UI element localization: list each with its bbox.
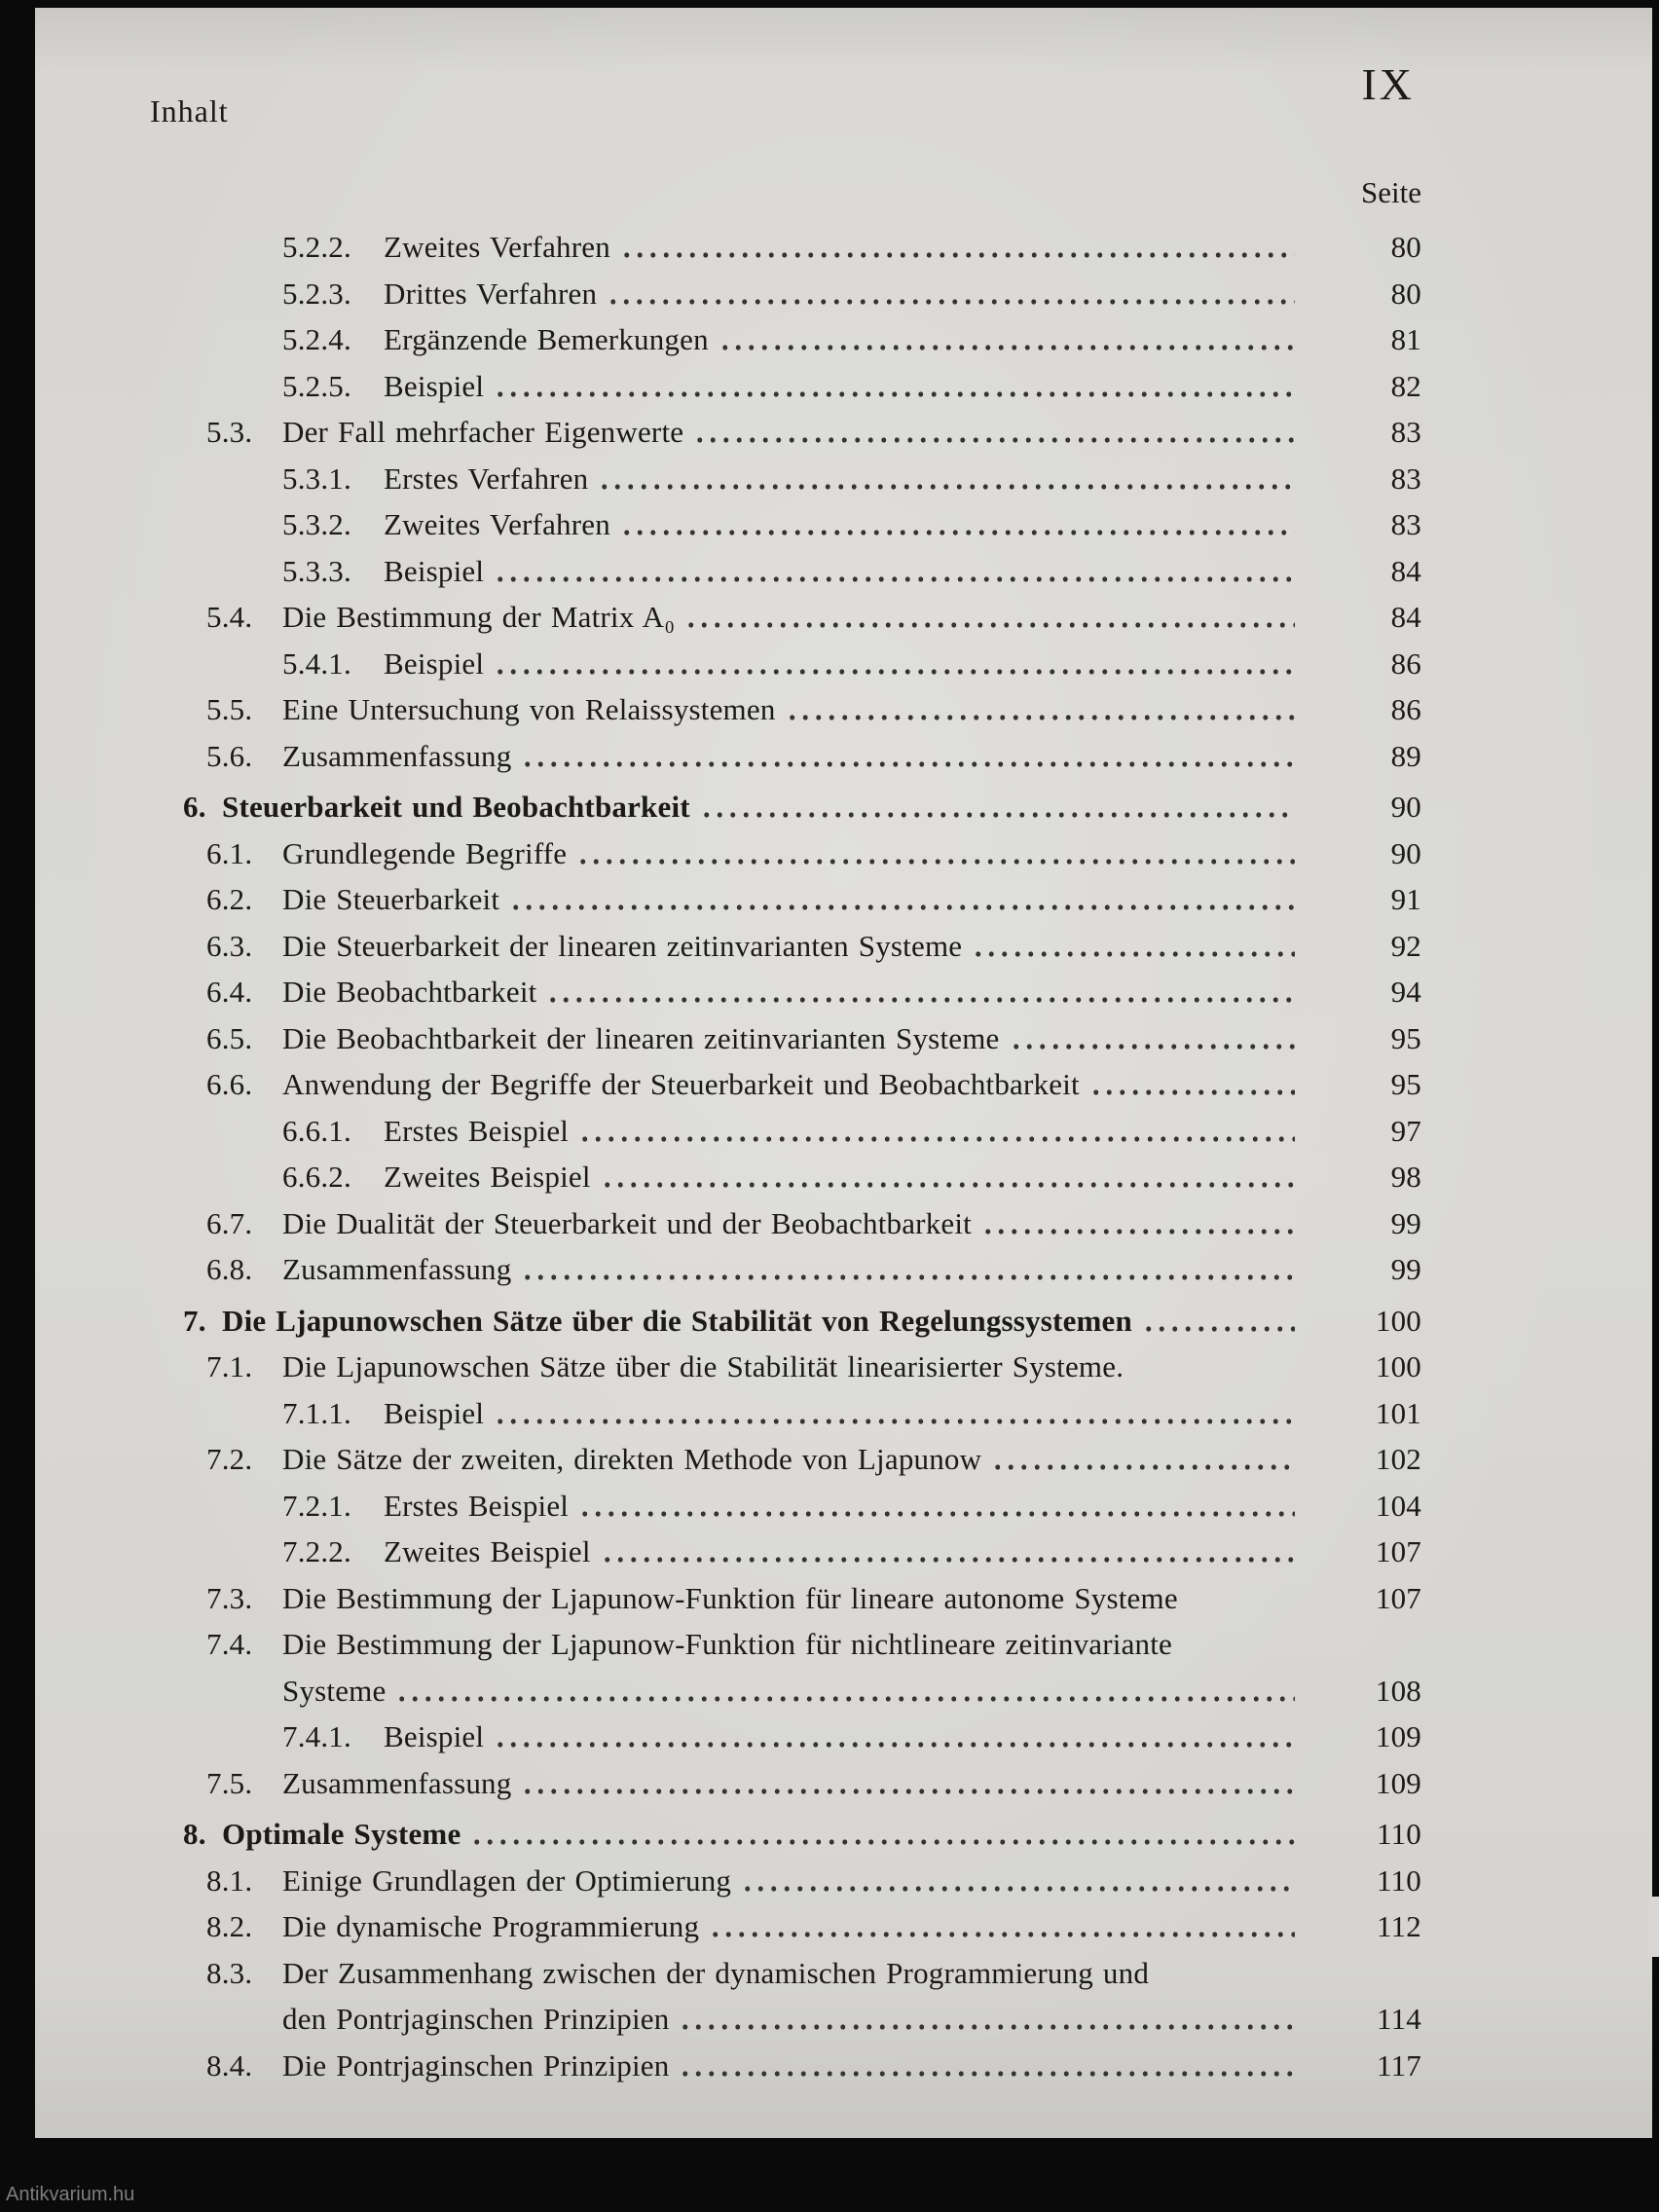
dot-leader [1133,1344,1295,1390]
toc-entry-title: Zweites Verfahren [384,230,610,264]
toc-entry-number: 8.3. [206,1955,253,1990]
toc-entry-page: 108 [1375,1673,1421,1708]
toc-entry-number: 5.6. [206,738,253,773]
dot-leader [1188,1575,1295,1622]
dot-leader [679,1996,1295,2043]
toc-entry-number: 6.6. [206,1067,253,1101]
dot-leader [700,784,1295,830]
dot-leader [470,1811,1295,1858]
toc-entry-title: Erstes Beispiel [384,1113,570,1148]
scan-edge-artifact [1648,1897,1659,1957]
toc-entry-number: 6.7. [206,1205,253,1240]
toc-row [35,784,1421,830]
dot-leader [972,923,1295,970]
toc-entry-page: 84 [1390,600,1421,634]
watermark-text: Antikvarium.hu [6,2184,135,2205]
toc-entry-title: Die Pontrjaginschen Prinzipien [282,2047,670,2083]
toc-entry-page: 107 [1375,1580,1421,1615]
toc-row [35,594,1421,641]
toc-entry-page: 117 [1377,2047,1421,2083]
toc-entry-number: 7.2.2. [282,1534,351,1568]
toc-entry-title: Der Zusammenhang zwischen der dynamischen Programmierung und [282,1955,1150,1990]
toc-entry-page: 83 [1390,507,1421,541]
toc-entry-page: 80 [1390,230,1421,264]
toc-entry-title: Erstes Beispiel [384,1488,570,1523]
dot-leader [1142,1298,1295,1345]
toc-row [35,1575,1421,1622]
toc-entry-title: Beispiel [384,645,485,681]
dot-leader [494,1390,1295,1437]
dot-leader [494,1714,1295,1760]
toc-entry-title: Die Beobachtbarkeit der linearen zeitinvarianten Systeme [282,1020,1000,1055]
toc-entry-page: 107 [1375,1534,1421,1568]
toc-entry-number: 7.2.1. [282,1488,351,1523]
toc-entry-number: 5.3. [206,415,253,449]
toc-entry-title: Die Steuerbarkeit der linearen zeitinvarianten Systeme [282,928,963,963]
toc-row [35,733,1421,780]
toc-row [35,641,1421,687]
toc-row [35,876,1421,923]
toc-row [35,363,1421,410]
toc-list [35,224,1421,2088]
toc-entry-page: 101 [1375,1395,1421,1430]
toc-row [35,686,1421,733]
toc-row [35,1200,1421,1247]
toc-entry-title: Drittes Verfahren [384,276,598,311]
dot-leader [494,548,1295,595]
dot-leader [494,363,1295,410]
toc-entry-page: 89 [1390,738,1421,773]
toc-row [35,1108,1421,1155]
toc-row [35,1436,1421,1483]
toc-entry-page: 104 [1375,1488,1421,1523]
toc-entry-number: 7.4. [206,1627,253,1661]
dot-leader [679,2043,1295,2089]
dot-leader [1182,1621,1295,1668]
dot-leader [601,1154,1295,1200]
toc-row [35,271,1421,317]
toc-row [35,1344,1421,1390]
dot-leader [395,1668,1295,1714]
toc-entry-page: 83 [1390,461,1421,496]
toc-row [35,1811,1421,1858]
toc-entry-title: Die Bestimmung der Ljapunow-Funktion für nichtlineare zeitinvariante [282,1627,1173,1661]
toc-entry-title: Die Ljapunowschen Sätze über die Stabilität linearisierter Systeme. [282,1349,1124,1383]
page-number-roman: IX [1361,59,1415,109]
toc-entry-page: 83 [1390,415,1421,449]
toc-entry-page: 112 [1377,1909,1421,1943]
toc-row [35,1903,1421,1950]
dot-leader [598,456,1295,502]
dot-leader [684,594,1295,641]
toc-row [35,1621,1421,1668]
dot-leader [601,1529,1295,1575]
toc-entry-number: 8.2. [206,1909,253,1943]
toc-entry-title: Zusammenfassung [282,1252,512,1286]
dot-leader [981,1200,1295,1247]
toc-entry-title: Optimale Systeme [222,1817,461,1851]
toc-entry-title: Beispiel [384,1719,485,1753]
toc-row [35,1298,1421,1345]
toc-entry-number: 6.5. [206,1020,253,1055]
toc-entry-number: 7.1. [206,1349,253,1383]
toc-entry-title: Die Sätze der zweiten, direkten Methode von Ljapunow [282,1442,982,1476]
dot-leader [521,1246,1295,1293]
dot-leader [719,316,1295,363]
toc-entry-page: 99 [1390,1252,1421,1286]
dot-leader [786,686,1295,733]
toc-row [35,1760,1421,1807]
toc-entry-number: 5.2.3. [282,276,351,311]
toc-row [35,316,1421,363]
toc-entry-number: 7.5. [206,1765,253,1800]
toc-entry-number: 6.6.2. [282,1160,351,1194]
toc-entry-page: 86 [1390,692,1421,726]
toc-entry-number: 7. [183,1303,206,1338]
toc-entry-title: Erstes Verfahren [384,461,589,496]
toc-entry-title: Beispiel [384,368,485,403]
dot-leader [991,1436,1295,1483]
toc-entry-title: Systeme [282,1673,387,1708]
toc-entry-title: den Pontrjaginschen Prinzipien [282,2002,670,2036]
toc-entry-page: 82 [1390,368,1421,403]
toc-entry-page: 98 [1390,1160,1421,1194]
toc-entry-number: 7.2. [206,1442,253,1476]
toc-entry-page: 97 [1390,1113,1421,1148]
toc-row [35,1529,1421,1575]
toc-row [35,1061,1421,1108]
toc-row [35,1246,1421,1293]
toc-entry-number: 6. [183,790,206,824]
toc-entry-title: Anwendung der Begriffe der Steuerbarkeit und Beobachtbarkeit [282,1067,1080,1101]
dot-leader [620,501,1295,548]
toc-entry-number: 5.3.3. [282,553,351,588]
toc-entry-title: Der Fall mehrfacher Eigenwerte [282,415,684,449]
toc-entry-number: 6.8. [206,1252,253,1286]
toc-entry-page: 80 [1390,276,1421,311]
toc-row [35,548,1421,595]
toc-entry-title: Die Beobachtbarkeit [282,975,537,1009]
toc-entry-number: 7.3. [206,1580,253,1615]
toc-entry-title: Grundlegende Begriffe [282,835,568,870]
toc-entry-page: 109 [1375,1719,1421,1753]
toc-entry-number: 5.2.5. [282,368,351,403]
dot-leader [620,224,1295,271]
dot-leader [709,1903,1295,1950]
toc-row [35,2043,1421,2089]
page-paper [35,8,1652,2138]
toc-entry-page: 114 [1377,2002,1421,2036]
toc-entry-number: 7.4.1. [282,1719,351,1753]
toc-entry-number: 6.1. [206,835,253,870]
toc-entry-page: 92 [1390,928,1421,963]
toc-entry-page: 110 [1377,1817,1421,1851]
toc-entry-number: 8. [183,1817,206,1851]
toc-entry-page: 100 [1375,1349,1421,1383]
toc-entry-page: 95 [1390,1020,1421,1055]
toc-row [35,830,1421,877]
toc-entry-number: 5.4.1. [282,645,351,681]
toc-entry-title: Zweites Beispiel [384,1534,591,1568]
toc-row [35,1996,1421,2043]
toc-row [35,224,1421,271]
dot-leader [521,1760,1295,1807]
toc-entry-number: 6.3. [206,928,253,963]
toc-entry-page: 110 [1377,1862,1421,1898]
dot-leader [576,830,1295,877]
toc-entry-page: 102 [1375,1442,1421,1476]
toc-entry-number: 5.3.2. [282,507,351,541]
toc-entry-title: Die Bestimmung der Matrix A₀ [282,600,676,634]
toc-entry-page: 84 [1390,553,1421,588]
toc-entry-title: Steuerbarkeit und Beobachtbarkeit [222,790,690,824]
dot-leader [494,641,1295,687]
toc-row [35,1714,1421,1760]
toc-entry-number: 5.4. [206,600,253,634]
toc-row [35,923,1421,970]
toc-entry-page: 81 [1390,322,1421,356]
dot-leader [521,733,1295,780]
page-column-label: Seite [1361,175,1421,209]
running-header-title: Inhalt [150,93,229,129]
dot-leader [509,876,1295,923]
toc-entry-page: 109 [1375,1765,1421,1800]
toc-row [35,1015,1421,1062]
toc-row [35,969,1421,1015]
toc-entry-page: 99 [1390,1205,1421,1240]
dot-leader [578,1108,1295,1155]
toc-entry-number: 5.2.4. [282,322,351,356]
toc-entry-page: 90 [1390,835,1421,870]
toc-entry-number: 6.2. [206,882,253,916]
toc-row [35,1390,1421,1437]
dot-leader [1159,1950,1295,1997]
toc-entry-page: 94 [1390,975,1421,1009]
toc-entry-page: 86 [1390,645,1421,681]
toc-row [35,1950,1421,1997]
toc-entry-page: 100 [1375,1303,1421,1338]
toc-row [35,1483,1421,1530]
toc-entry-page: 90 [1390,790,1421,824]
toc-entry-number: 6.4. [206,975,253,1009]
dot-leader [578,1483,1295,1530]
toc-entry-title: Die Bestimmung der Ljapunow-Funktion für lineare autonome Systeme [282,1580,1178,1615]
toc-entry-number: 8.4. [206,2047,253,2083]
toc-entry-title: Die dynamische Programmierung [282,1909,700,1943]
toc-entry-title: Die Ljapunowschen Sätze über die Stabilität von Regelungssystemen [222,1303,1132,1338]
toc-entry-number: 8.1. [206,1862,253,1898]
dot-leader [741,1858,1295,1904]
toc-entry-title: Beispiel [384,553,485,588]
toc-entry-page: 95 [1390,1067,1421,1101]
toc-entry-title: Die Dualität der Steuerbarkeit und der Beobachtbarkeit [282,1205,972,1240]
toc-entry-number: 5.5. [206,692,253,726]
toc-row [35,409,1421,456]
toc-entry-title: Beispiel [384,1395,485,1430]
toc-entry-title: Zweites Verfahren [384,507,610,541]
toc-entry-number: 5.2.2. [282,230,351,264]
toc-entry-title: Einige Grundlagen der Optimierung [282,1862,732,1898]
toc-entry-page: 91 [1390,882,1421,916]
toc-entry-title: Ergänzende Bemerkungen [384,322,709,356]
toc-row [35,1858,1421,1904]
toc-entry-title: Die Steuerbarkeit [282,882,500,916]
toc-row [35,1668,1421,1714]
toc-row [35,1154,1421,1200]
dot-leader [546,969,1295,1015]
toc-entry-title: Zweites Beispiel [384,1160,591,1194]
toc-entry-number: 5.3.1. [282,461,351,496]
toc-entry-number: 6.6.1. [282,1113,351,1148]
toc-entry-title: Zusammenfassung [282,1765,512,1800]
toc-entry-title: Eine Untersuchung von Relaissystemen [282,692,776,726]
dot-leader [693,409,1295,456]
dot-leader [1089,1061,1295,1108]
toc-row [35,456,1421,502]
toc-row [35,501,1421,548]
toc-entry-title: Zusammenfassung [282,738,512,773]
dot-leader [607,271,1295,317]
dot-leader [1010,1015,1296,1062]
toc-entry-number: 7.1.1. [282,1395,351,1430]
